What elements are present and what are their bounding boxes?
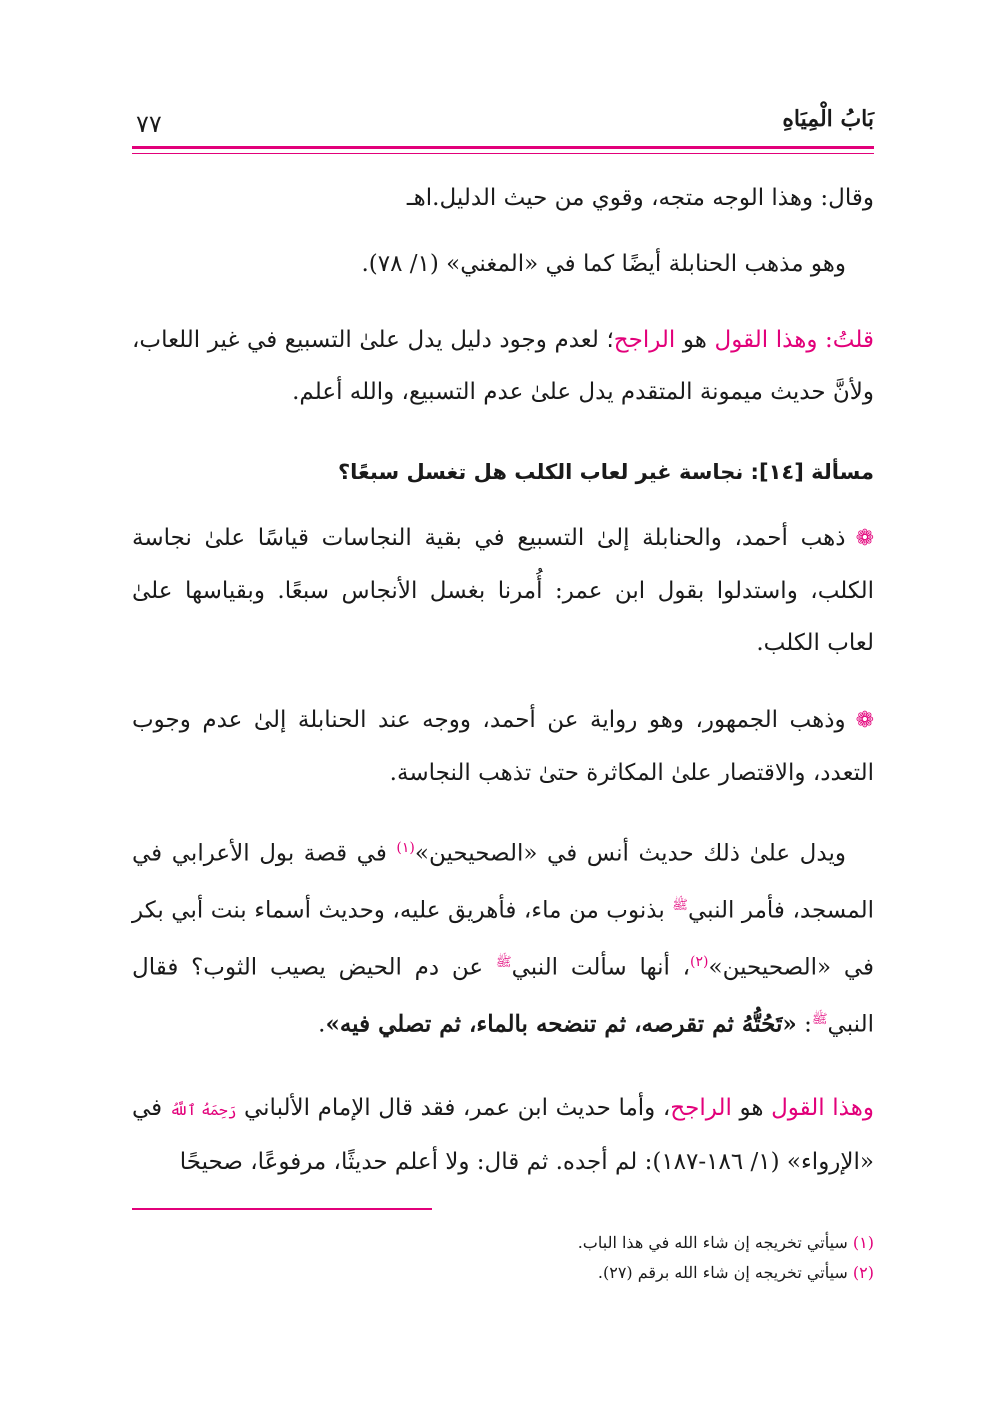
paragraph-6 xyxy=(132,822,874,1051)
this-opinion-phrase: وهذا القول xyxy=(771,1095,874,1121)
rahimahullah-icon: رَحِمَهُ ٱللَّهُ xyxy=(169,1101,237,1119)
footnote-text: سيأتي تخريجه إن شاء الله في هذا الباب. xyxy=(577,1233,853,1252)
is-word: هو xyxy=(682,327,707,353)
p6-end: . xyxy=(318,1011,326,1038)
paragraph-4 xyxy=(132,512,874,669)
footnote-1 xyxy=(578,1230,874,1256)
question-heading: مسألة [١٤]: نجاسة غير لعاب الكلب هل تغسل سبعًا؟ xyxy=(337,460,874,484)
paragraph-3-rest: ؛ لعدم وجود دليل يدل علىٰ التسبيع في غير اللعاب، ولأنَّ حديث ميمونة المتقدم يدل علىٰ عدم التسبيع، والله أعلم. xyxy=(132,327,874,405)
p6-part-e: عن دم الحيض يصيب الثوب؟ فقال النبي xyxy=(132,954,874,1038)
p6-part-f: : xyxy=(796,1011,812,1038)
salawat-icon: ﷺ xyxy=(811,1011,828,1027)
p6-part-d: ، أنها سألت النبي xyxy=(511,954,691,981)
flower-bullet-icon: ❁ xyxy=(855,708,874,733)
paragraph-5 xyxy=(132,694,874,799)
p7-part-a: ، وأما حديث ابن عمر، فقد قال الإمام الألباني xyxy=(243,1095,671,1121)
salawat-icon: ﷺ xyxy=(495,955,512,971)
header-rule-thick xyxy=(132,146,874,149)
paragraph-1: وقال: وهذا الوجه متجه، وقوي من حيث الدليل.اهـ xyxy=(406,185,874,211)
page-header xyxy=(132,100,874,148)
rajih-word: الراجح xyxy=(613,327,676,353)
footnote-number: (١) xyxy=(852,1233,874,1252)
p6-part-b: في قصة بول الأعرابي في المسجد، فأمر النبي xyxy=(132,840,874,924)
header-rule-thin xyxy=(132,153,874,154)
hadith-quote: «تَحُتُّهُ ثم تقرصه، ثم تنضحه بالماء، ثم تصلي فيه» xyxy=(325,1010,797,1038)
page-number: ٧٧ xyxy=(136,110,162,138)
paragraph-7 xyxy=(132,1082,874,1188)
chapter-title: بَابُ الْمِيَاهِ xyxy=(782,106,874,132)
book-page xyxy=(132,100,874,1350)
flower-bullet-icon: ❁ xyxy=(855,526,874,551)
p6-part-c: بذنوب من ماء، فأهريق عليه، وحديث أسماء بنت أبي بكر في «الصحيحين» xyxy=(132,897,875,981)
paragraph-2: وهو مذهب الحنابلة أيضًا كما في «المغني» (١/ ٧٨). xyxy=(361,251,846,277)
qultu-label: قلتُ: xyxy=(825,327,874,353)
is-word: هو xyxy=(731,1095,772,1121)
rajih-word: الراجح xyxy=(670,1095,732,1121)
footnote-2 xyxy=(598,1260,874,1286)
p7-part-b: في «الإرواء» (١/ ١٨٦-١٨٧): لم أجده. ثم قال: ولا أعلم حديثًا، مرفوعًا، صحيحًا xyxy=(132,1095,874,1175)
paragraph-3 xyxy=(132,314,874,418)
paragraph-5-text: وذهب الجمهور، وهو رواية عن أحمد، ووجه عند الحنابلة إلىٰ عدم وجوب التعدد، والاقتصار علىٰ المكاثرة حتىٰ تذهب النجاسة. xyxy=(132,707,874,786)
p6-part-a: ويدل علىٰ ذلك حديث أنس في «الصحيحين» xyxy=(414,840,846,867)
footnote-separator xyxy=(132,1208,432,1210)
footnote-number: (٢) xyxy=(852,1263,874,1282)
footnote-ref-1[interactable]: (١) xyxy=(396,840,415,856)
footnote-ref-2[interactable]: (٢) xyxy=(690,954,709,971)
salawat-icon: ﷺ xyxy=(672,897,688,913)
footnote-text: سيأتي تخريجه إن شاء الله برقم (٢٧). xyxy=(597,1263,853,1282)
this-opinion-phrase: وهذا القول xyxy=(714,327,818,353)
paragraph-4-text: ذهب أحمد، والحنابلة إلىٰ التسبيع في بقية النجاسات قياسًا علىٰ نجاسة الكلب، واستدلوا بقول ابن عمر: أُمرنا بغسل الأنجاس سبعًا. وبقياسها علىٰ لعاب الكلب. xyxy=(132,525,874,656)
